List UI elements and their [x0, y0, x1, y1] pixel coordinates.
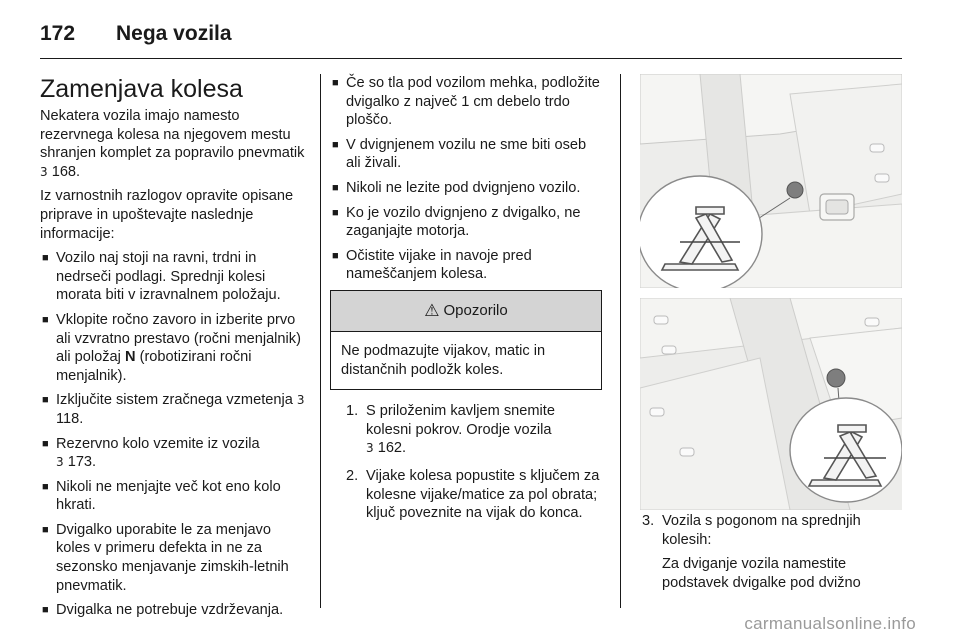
bullet-icon: ■	[332, 138, 339, 151]
chapter-title: Nega vozila	[116, 22, 232, 45]
warning-header	[331, 291, 601, 332]
intro-paragraph	[40, 107, 306, 181]
bullet-icon: ■	[42, 523, 49, 536]
step-item: 3. Vozila s pogonom na sprednjih kolesih: Za dviganje vozila namestite podstavek dvigalke pod dvižno	[642, 512, 904, 592]
cross-reference-icon[interactable]: 3	[56, 455, 64, 470]
safety-list	[40, 249, 306, 620]
watermark: carmanualsonline.info	[744, 614, 916, 633]
list-item: ■ V dvignjenem vozilu ne sme biti oseb ali živali.	[332, 136, 587, 172]
page-number: 172	[40, 22, 76, 45]
list-item: ■ Nikoli ne lezite pod dvignjeno vozilo.	[332, 179, 581, 196]
warning-title: Opozorilo	[443, 301, 508, 319]
list-item: ■ Dvigalka ne potrebuje vzdrževanja.	[42, 602, 284, 619]
list-item: ■ Očistite vijake in navoje pred nameščanjem kolesa.	[332, 247, 532, 283]
jack-diagram-1	[640, 74, 902, 288]
column-divider-right	[620, 74, 621, 608]
step-item: 2. Vijake kolesa popustite s ključem za kolesne vijake/matice za pol obrata; ključ poveznite na vijak do konca.	[346, 467, 600, 522]
bullet-icon: ■	[332, 77, 339, 89]
intro-ref[interactable]: 168.	[51, 163, 81, 180]
section-title: Zamenjava kolesa	[40, 75, 243, 103]
bullet-icon: ■	[332, 249, 339, 262]
column-middle	[330, 74, 602, 532]
list-item: ■ Dvigalko uporabite le za menjavo koles v primeru defekta in ne za sezonsko menjavanje zimskih-letnih pnevmatik.	[42, 521, 289, 594]
list-item: ■ Izključite sistem zračnega vzmetenja 3 118.	[42, 392, 305, 427]
steps-list-continued	[642, 512, 904, 592]
step-item: 1. S priloženim kavljem snemite kolesni pokrov. Orodje vozila 3 162.	[346, 403, 555, 457]
bullet-icon: ■	[42, 252, 49, 265]
gear-position-n: N	[124, 349, 136, 366]
warning-text: Ne podmazujte vijakov, matic in distančnih podložk koles.	[341, 342, 546, 378]
header-rule	[40, 58, 902, 59]
list-item: ■ Vklopite ročno zavoro in izberite prvo ali vzvratno prestavo (ročni menjalnik) ali položaj N (robotizirani ročni menjalnik).	[42, 311, 301, 384]
list-item: ■ Če so tla pod vozilom mehka, podložite dvigalko z največ 1 cm debelo trdo ploščo.	[332, 75, 600, 129]
cross-reference-icon[interactable]: 3	[40, 164, 48, 179]
jacking-point-illustration-top	[640, 74, 902, 288]
bullet-icon: ■	[332, 206, 339, 219]
warning-box	[330, 290, 602, 390]
jack-diagram-2	[640, 298, 902, 510]
cross-reference-icon[interactable]: 3	[296, 393, 305, 408]
bullet-icon: ■	[332, 181, 339, 194]
jacking-point-illustration-bottom	[640, 298, 902, 510]
steps-list	[330, 402, 602, 523]
warning-triangle-icon: ⚠	[424, 300, 440, 321]
safety-intro: Iz varnostnih razlogov opravite opisane priprave in upoštevajte naslednje informacije:	[40, 188, 294, 242]
column-right-text	[642, 512, 904, 601]
bullet-icon: ■	[42, 604, 49, 617]
bullet-icon: ■	[42, 313, 49, 326]
step-3-text: Za dviganje vozila namestite podstavek dvigalke pod dvižno	[662, 556, 861, 591]
intro-text: Nekatera vozila imajo namesto rezervnega kolesa na njegovem mestu shranjen komplet za popravilo pnevmatik	[40, 108, 305, 162]
bullet-icon: ■	[42, 394, 49, 407]
safety-list-continued	[330, 74, 602, 284]
cross-reference-icon[interactable]: 3	[366, 441, 374, 456]
bullet-icon: ■	[42, 437, 49, 450]
list-item: ■ Nikoli ne menjajte več kot eno kolo hkrati.	[42, 478, 281, 514]
column-left	[40, 74, 306, 626]
list-item: ■ Vozilo naj stoji na ravni, trdni in nedrseči podlagi. Sprednji kolesi morata biti v izravnalnem položaju.	[42, 250, 281, 304]
bullet-icon: ■	[42, 480, 49, 493]
page-header	[40, 18, 902, 62]
list-item: ■ Ko je vozilo dvignjeno z dvigalko, ne zaganjajte motorja.	[332, 204, 581, 240]
list-item: ■ Rezervno kolo vzemite iz vozila 3 173.	[42, 435, 260, 471]
column-divider-left	[320, 74, 321, 608]
